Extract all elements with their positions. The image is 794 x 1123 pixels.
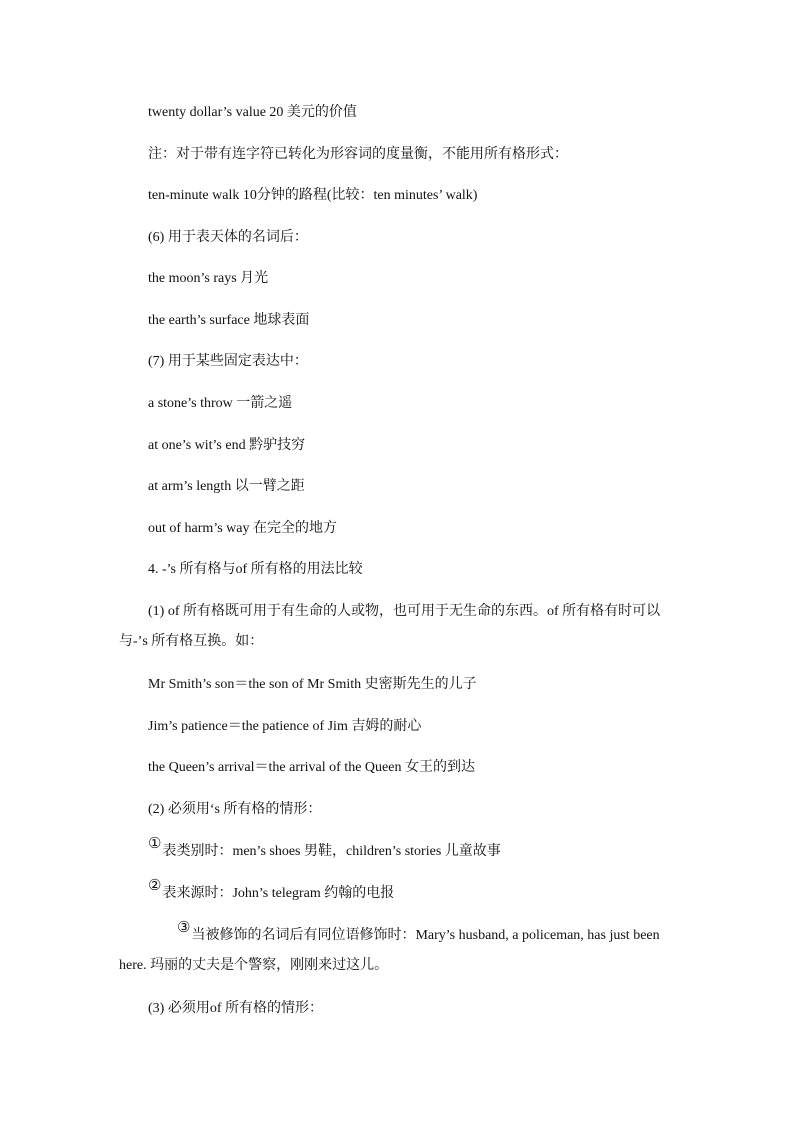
- list-item: [148, 836, 501, 861]
- section-heading: (7) 用于某些固定表达中：: [148, 354, 308, 369]
- list-item: [119, 920, 679, 981]
- text-line: at arm’s length 以一臂之距: [148, 479, 305, 494]
- section-heading: (6) 用于表天体的名词后：: [148, 230, 308, 245]
- text-line: the Queen’s arrival＝the arrival of the Queen 女王的到达: [148, 760, 475, 775]
- list-item-text: 表类别时：men’s shoes 男鞋，children’s stories 儿童故事: [162, 844, 501, 859]
- list-marker: ②: [148, 878, 162, 894]
- section-heading: 4. -’s 所有格与of 所有格的用法比较: [148, 562, 363, 577]
- text-line: the earth’s surface 地球表面: [148, 313, 310, 328]
- paragraph: (1) of 所有格既可用于有生命的人或物，也可用于无生命的东西。of 所有格有时可以与-’s 所有格互换。如：: [119, 604, 661, 649]
- text-line: twenty dollar’s value 20 美元的价值: [148, 105, 357, 120]
- text-line: the moon’s rays 月光: [148, 271, 269, 286]
- text-line: Jim’s patience＝the patience of Jim 吉姆的耐心: [148, 719, 422, 734]
- text-line: a stone’s throw 一箭之遥: [148, 396, 293, 411]
- list-item-text: 当被修饰的名词后有同位语修饰时：Mary’s husband, a policeman, has just been here. 玛丽的丈夫是个警察，刚刚来过这儿。: [119, 928, 660, 973]
- text-line: ten-minute walk 10分钟的路程(比较：ten minutes’ walk): [148, 188, 478, 203]
- text-line: out of harm’s way 在完全的地方: [148, 521, 337, 536]
- text-line: Mr Smith’s son＝the son of Mr Smith 史密斯先生的儿子: [148, 677, 477, 692]
- list-marker: ①: [148, 836, 162, 852]
- list-marker: ③: [177, 920, 191, 936]
- list-item: [148, 878, 395, 903]
- section-heading: (3) 必须用of 所有格的情形：: [148, 1001, 323, 1016]
- note-line: 注：对于带有连字符已转化为形容词的度量衡，不能用所有格形式：: [148, 147, 568, 162]
- text-line: at one’s wit’s end 黔驴技穷: [148, 438, 306, 453]
- section-heading: (2) 必须用‘s 所有格的情形：: [148, 802, 322, 817]
- list-item-text: 表来源时：John’s telegram 约翰的电报: [162, 886, 395, 901]
